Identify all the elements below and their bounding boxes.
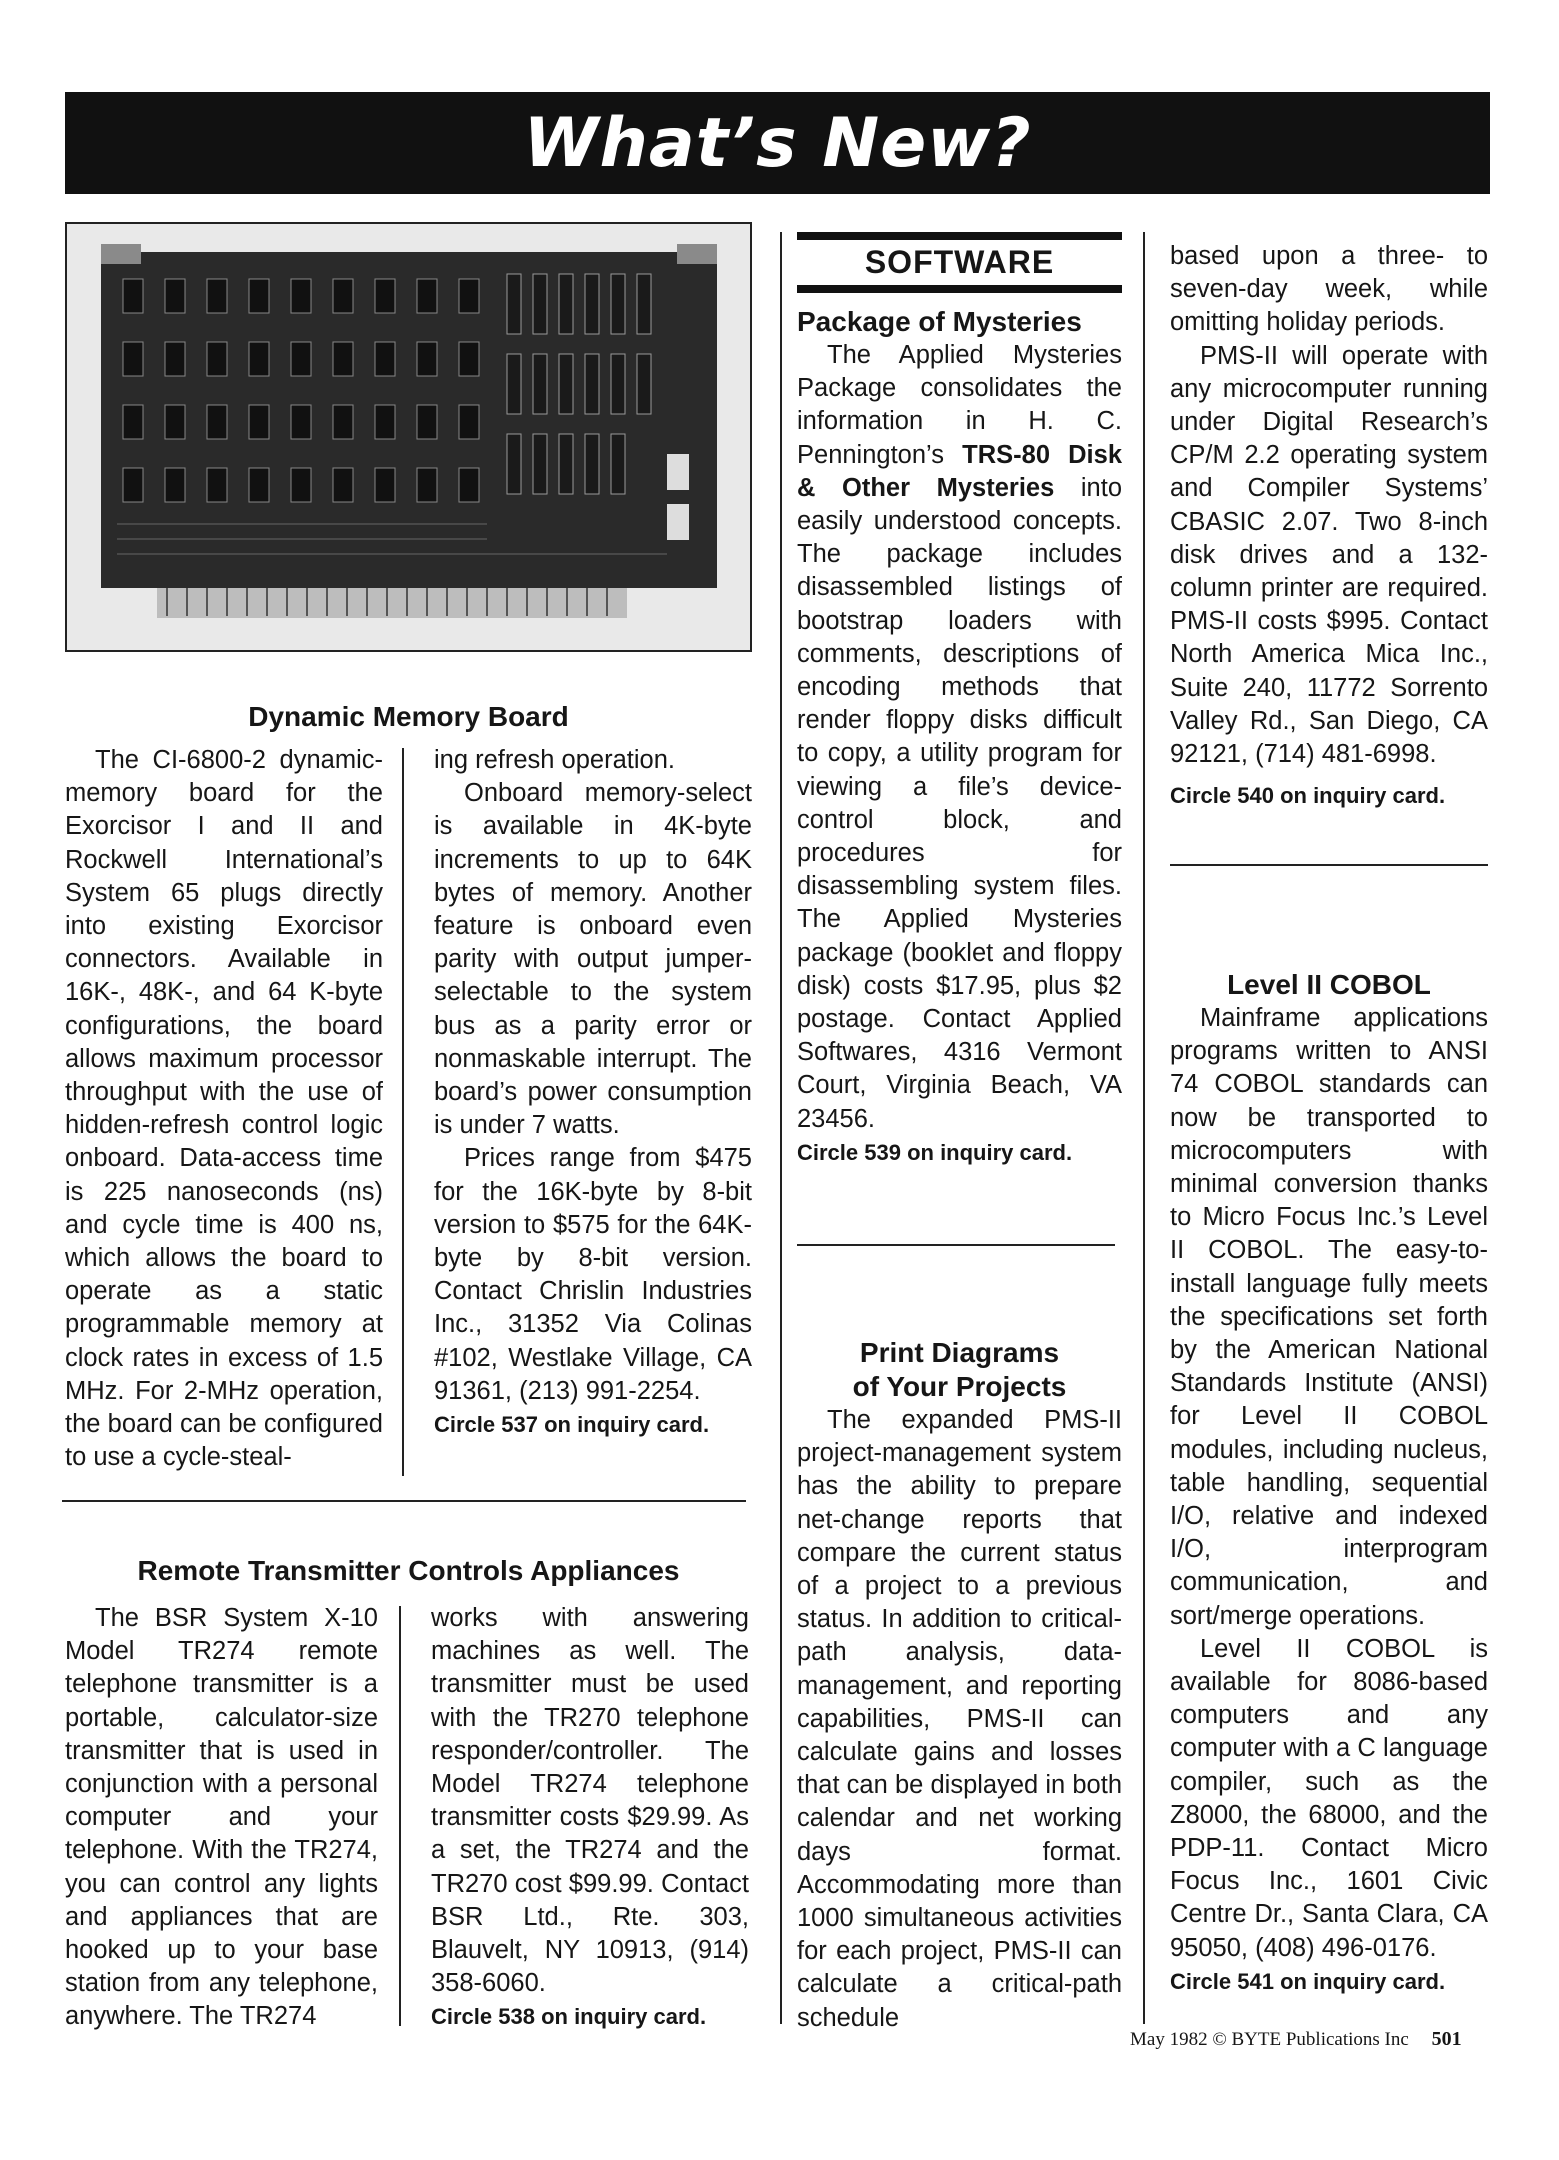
remote-paragraph: works with answering machines as well. The transmitter must be used with the TR270 telephone responder/controller. The Model TR274 telephone transmitter costs $29.99. As a set, the TR274 and the TR270 cost $99.99. Contact BSR Ltd., Rte. 303, Blauvelt, NY 10913, (914) 358-6060. [431,1604,749,1998]
cobol-paragraph: Level II COBOL is available for 8086-based computers and any computer with a C language compiler, such as the Z8000, the 68000, and the PDP-11. Contact Micro Focus Inc., 1601 Civic Centre Dr., Santa Clara, CA 95050, (408) 496-0176. [1170,1634,1488,1962]
remote-paragraph: The BSR System X-10 Model TR274 remote telephone transmitter is a portable, calculator-size transmitter that is used in conjunction with a personal computer and your telephone. With the TR274, you can control any lights and appliances that are hooked up to your base station from any telephone, anywhere. The TR274 [65,1604,378,2031]
pms-continued-column [1170,240,1488,812]
page-title: What’s New? [523,103,1032,183]
memory-board-paragraph: Prices range from $475 for the 16K-byte by 8-bit version to $575 for the 64K-byte by 8-bit version. Contact Chrislin Industries Inc., 31352 Via Colinas #102, Westlake Village, CA 91361, (213) 991-2254. [434,1144,752,1405]
cobol-paragraph: Mainframe applications programs written to ANSI 74 COBOL standards can now be transported to microcomputers with minimal conversion thanks to Micro Focus Inc.’s Level II COBOL. The easy-to-install language fully meets the specifications set forth by the American National Standards Institute (ANSI) for Level II COBOL modules, including nucleus, table handling, sequential I/O, relative and indexed I/O, interprogram communication, and sort/merge operations. [1170,1004,1488,1630]
article-separator [62,1500,746,1502]
cobol-article [1170,968,1488,1998]
memory-board-photo [65,222,752,652]
software-section-header: SOFTWARE [797,232,1122,293]
remote-transmitter-title: Remote Transmitter Controls Appliances [137,1555,680,1586]
print-diagrams-paragraph: The expanded PMS-II project-management system has the ability to prepare net-change reports that compare the current status of a project to a previous status. In addition to critical-path analysis, data-management, and reporting capabilities, PMS-II can calculate gains and losses that can be displayed in both calendar and net working days format. Accommodating more than 1000 simultaneous activities for each project, PMS-II can calculate a critical-path schedule [797,1406,1122,2032]
inquiry-circle-540: Circle 540 on inquiry card. [1170,783,1446,809]
article-separator [1170,864,1488,866]
mysteries-paragraph [797,339,1122,1136]
memory-board-column-1 [65,744,383,1474]
memory-board-paragraph: Onboard memory-select is available in 4K-byte increments to up to 64K bytes of memory. Another feature is onboard even parity with output jumper-selectable to the system bus as a parity error or nonmaskable interrupt. The board’s power consumption is under 7 watts. [434,779,752,1140]
print-diagrams-title-line-1: Print Diagrams [859,1337,1060,1368]
memory-board-paragraph: ing refresh operation. [434,746,675,774]
mysteries-text: The Applied Mysteries Package consolidates the information in H. C. Pennington’s [797,341,1122,469]
article-separator [797,1244,1115,1246]
inquiry-circle-537: Circle 537 on inquiry card. [434,1412,710,1438]
column-divider [402,748,404,1476]
column-divider [1143,232,1145,2024]
memory-board-paragraph: The CI-6800-2 dynamic-memory board for the Exorcisor I and II and Rockwell International’s System 65 plugs directly into existing Exorcisor connectors. Available in 16K-, 48K-, and 64 K-byte configurations, the board allows maximum processor throughput with the use of hidden-refresh control logic onboard. Data-access time is 225 nanoseconds (ns) and cycle time is 400 ns, which allows the board to operate as a static programmable memory at clock rates in excess of 1.5 MHz. For 2-MHz operation, the board can be configured to use a cycle-steal- [65,746,383,1472]
print-diagrams-title-line-2: of Your Projects [852,1371,1067,1402]
page-number: 501 [1431,2028,1462,2050]
remote-transmitter-column-1 [65,1602,378,2034]
column-divider [399,1606,401,2026]
mysteries-text: into easily understood concepts. The package includes disassembled listings of bootstrap loaders with comments, descriptions of encoding methods that render floppy disks difficult to copy, a utility program for viewing a file’s device-control block, and procedures for disassembling system files. The Applied Mysteries package (booklet and floppy disk) costs $17.95, plus $2 postage. Contact Applied Softwares, 4316 Vermont Court, Virginia Beach, VA 23456. [797,473,1122,1133]
book-title: TRS-80 Disk & Other Mysteries [797,440,1122,502]
column-divider [780,232,782,2024]
print-diagrams-article [797,1336,1122,2035]
page-banner [65,92,1490,194]
inquiry-circle-539: Circle 539 on inquiry card. [797,1139,1073,1165]
inquiry-circle-538: Circle 538 on inquiry card. [431,2004,707,2030]
cobol-title: Level II COBOL [1227,969,1431,1000]
circuit-board-image [67,224,750,650]
inquiry-circle-541: Circle 541 on inquiry card. [1170,1968,1446,1994]
software-column [797,232,1122,1169]
mysteries-title: Package of Mysteries [797,306,1082,337]
remote-transmitter-column-2 [431,1602,749,2033]
publication-credit: May 1982 © BYTE Publications Inc [1130,2029,1409,2050]
pms-paragraph: based upon a three- to seven-day week, while omitting holiday periods. [1170,242,1488,337]
page-footer [1130,2028,1462,2051]
memory-board-column-2 [434,744,752,1441]
pms-paragraph: PMS-II will operate with any microcomputer running under Digital Research’s CP/M 2.2 operating system and Compiler Systems’ CBASIC 2.07. Two 8-inch disk drives and a 132-column printer are required. PMS-II costs $995. Contact North America Mica Inc., Suite 240, 11772 Sorrento Valley Rd., San Diego, CA 92121, (714) 481-6998. [1170,341,1488,769]
memory-board-title: Dynamic Memory Board [248,701,569,732]
